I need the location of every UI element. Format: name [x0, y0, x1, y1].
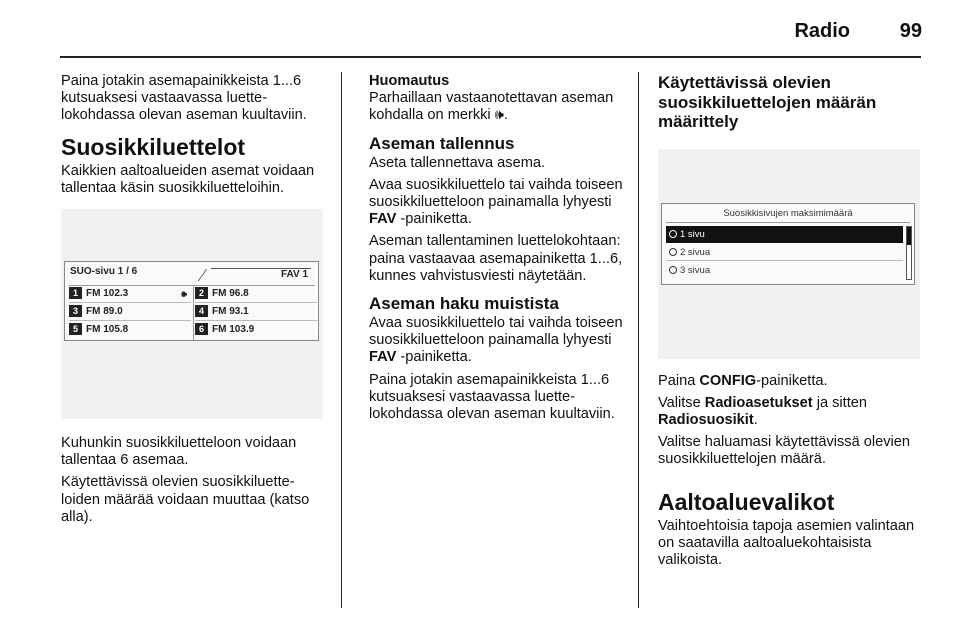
column-divider-1	[341, 72, 342, 608]
recall-step-2: Paina jotakin asemapainikkeista 1...6 kutsuaksesi vastaavassa luettelokohdassa olevan aseman kuultaviin.	[369, 371, 615, 423]
note-text: Parhaillaan vastaanotettavan aseman kohdalla on merkki 🕪.	[369, 90, 614, 124]
menu-path-step: Valitse Radioasetukset ja sitten Radiosuosikit.	[658, 394, 868, 428]
page-header-title: Radio	[794, 20, 850, 42]
fav-tab-edge	[198, 269, 207, 281]
section-heading-recall-station: Aseman haku muistista	[369, 294, 559, 314]
fav-button-label: FAV	[369, 349, 397, 366]
option-2-pages[interactable]: 2 sivua	[666, 244, 903, 261]
speaker-icon: 🕪	[181, 289, 187, 300]
recall-step-1: Avaa suosikkiluettelo tai vaihda toiseen suosikkiluetteloon painamalla lyhyesti FAV -painiketta.	[369, 315, 623, 366]
dialog-title: Suosikkisivujen maksimimäärä	[723, 207, 853, 219]
dialog-title-rule	[666, 222, 910, 223]
favourites-screen-figure	[61, 209, 323, 419]
favourites-paragraph: Kaikkien aaltoalueiden asemat voidaan tallentaa käsin suosikkiluetteloihin.	[61, 162, 315, 196]
preset-number: 6	[195, 323, 208, 335]
section-heading-favourites: Suosikkiluettelot	[61, 133, 246, 160]
preset-station: FM 105.8	[86, 324, 129, 336]
preset-station: FM 89.0	[86, 306, 123, 318]
preset-6	[195, 322, 317, 339]
preset-1	[69, 286, 191, 303]
config-button-label: CONFIG	[699, 372, 757, 389]
preset-station: FM 93.1	[212, 306, 249, 318]
favourites-screen	[64, 261, 319, 341]
preset-number: 2	[195, 287, 208, 299]
preset-station: FM 96.8	[212, 288, 249, 300]
capacity-paragraph: Kuhunkin suosikkiluetteloon voidaan tallentaa 6 asemaa.	[61, 435, 297, 469]
header-rule	[60, 56, 921, 58]
section-heading-list-count: Käytettävissä olevien suosikkiluettelojen määrän määrittely	[658, 73, 877, 131]
preset-number: 3	[69, 305, 82, 317]
radio-icon	[669, 248, 677, 256]
radio-settings-label: Radioasetukset	[704, 394, 813, 411]
preset-grid-divider	[193, 286, 194, 340]
section-heading-store-station: Aseman tallennus	[369, 133, 515, 153]
max-pages-dialog	[661, 203, 915, 285]
scrollbar-thumb[interactable]	[907, 227, 911, 245]
preset-station: FM 102.3	[86, 288, 129, 300]
column-divider-2	[638, 72, 639, 608]
preset-5	[69, 322, 191, 339]
band-menus-paragraph: Vaihtoehtoisia tapoja asemien valintaan on saatavilla aaltoaluekohtaisista valikoista.	[658, 517, 915, 568]
fav-list-label: FAV 1	[280, 269, 308, 281]
preset-3	[69, 304, 191, 321]
section-heading-band-menus: Aaltoaluevalikot	[658, 488, 835, 515]
favourites-page-title: SUO-sivu 1 / 6	[70, 266, 138, 278]
store-step-1: Aseta tallennettava asema.	[369, 154, 546, 171]
preset-4	[195, 304, 317, 321]
select-count-step: Valitse haluamasi käytettävissä olevien suosikkiluettelojen määrä.	[658, 434, 911, 468]
preset-number: 4	[195, 305, 208, 317]
preset-grid	[69, 285, 315, 339]
column-1	[61, 73, 323, 531]
page-number: 99	[899, 20, 922, 42]
preset-number: 1	[69, 287, 82, 299]
store-step-3: Aseman tallentaminen luettelokohtaan: paina vastaavaa asemapainiketta 1...6, kunnes vahvistusviesti näytetään.	[369, 233, 623, 284]
column-3	[658, 73, 920, 574]
fav-button-label: FAV	[369, 211, 397, 228]
note-heading: Huomautus	[369, 73, 450, 89]
preset-2	[195, 286, 317, 303]
column-2	[369, 73, 631, 428]
max-pages-screen-figure	[658, 149, 920, 359]
change-count-paragraph: Käytettävissä olevien suosikkiluetteloiden määrää voidaan muuttaa (katso alla).	[61, 474, 310, 525]
option-3-pages[interactable]: 3 sivua	[666, 262, 903, 279]
preset-number: 5	[69, 323, 82, 335]
store-step-2: Avaa suosikkiluettelo tai vaihda toiseen suosikkiluetteloon painamalla lyhyesti FAV -painiketta.	[369, 176, 623, 228]
config-step: Paina CONFIG-painiketta.	[658, 372, 828, 389]
preset-station: FM 103.9	[212, 324, 255, 336]
radio-icon	[669, 230, 677, 238]
option-1-page[interactable]: 1 sivu	[666, 226, 903, 243]
dialog-scrollbar[interactable]	[906, 226, 912, 280]
radio-icon	[669, 266, 677, 274]
radio-favourites-label: Radiosuosikit	[658, 411, 754, 428]
intro-paragraph: Paina jotakin asemapainikkeista 1...6 kutsuaksesi vastaavassa luettelokohdassa olevan aseman kuultaviin.	[61, 73, 307, 124]
